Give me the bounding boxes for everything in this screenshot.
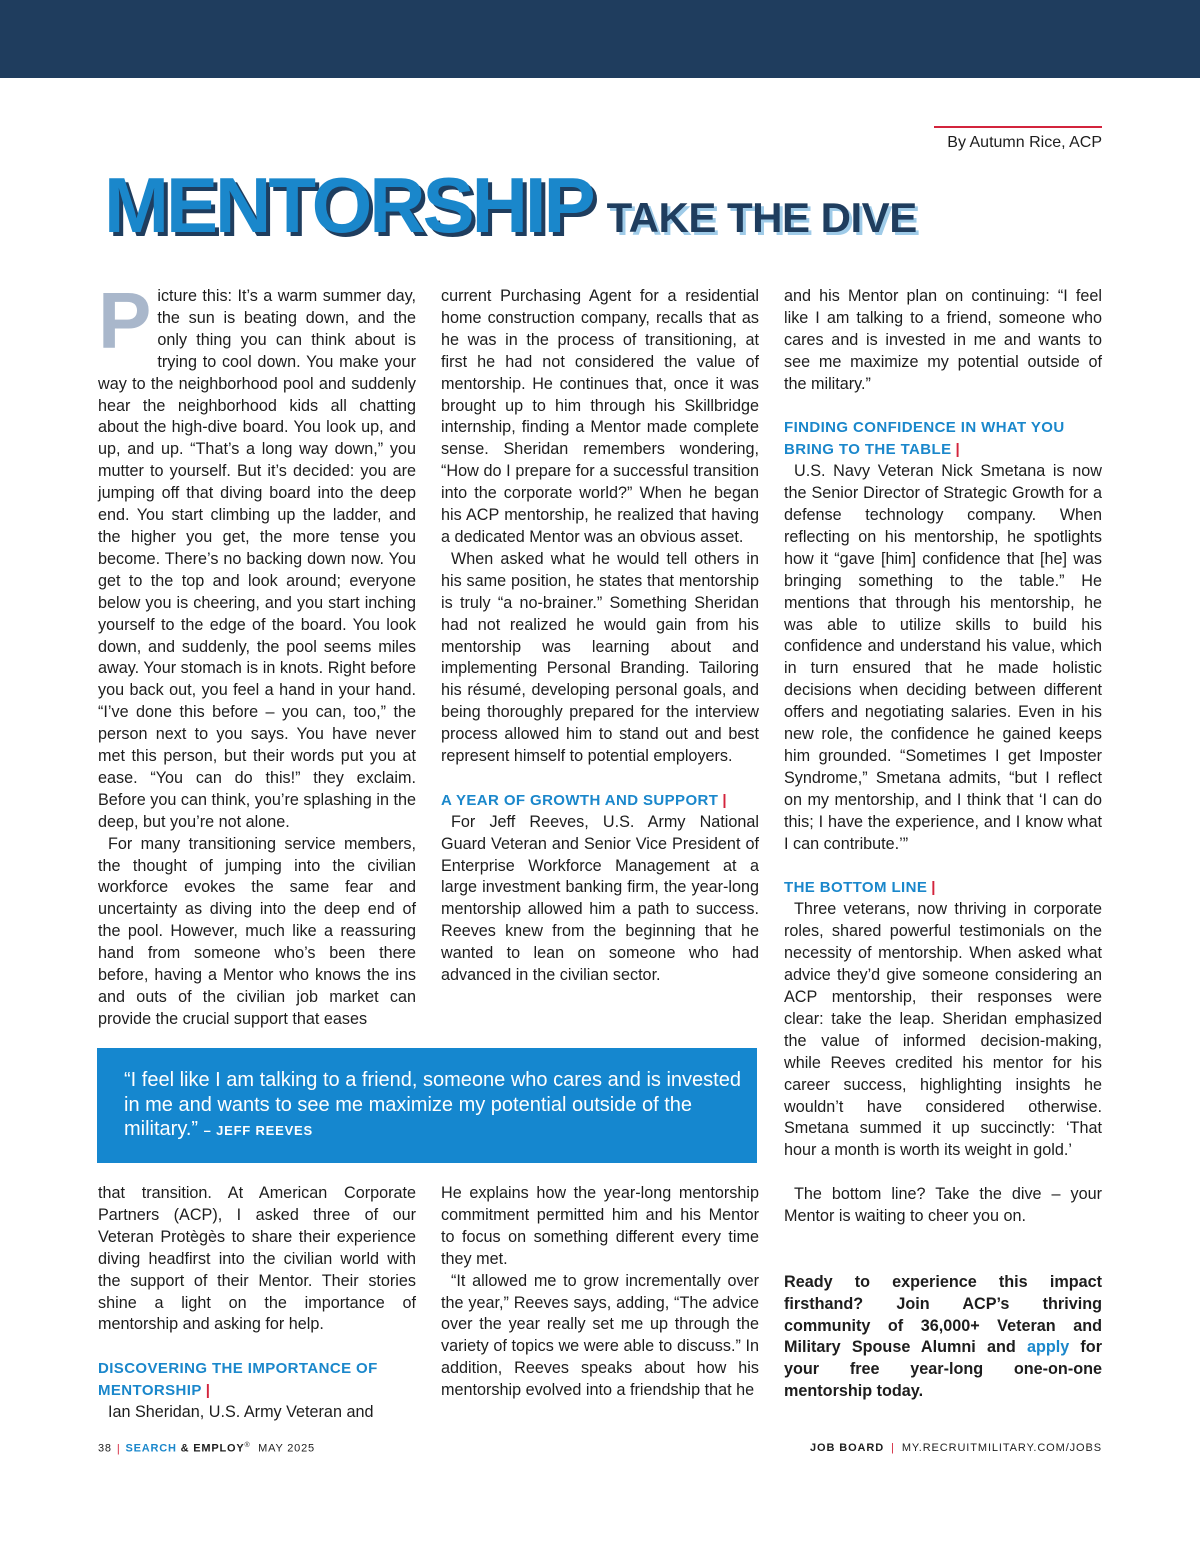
- paragraph: “It allowed me to grow incrementally over the year,” Reeves says, adding, “The advice over the year really set me up through the variety of topics we were able to discuss.” In addition, Reeves speaks about how his mentorship evolved into a friendship that he: [441, 1271, 759, 1400]
- paragraph: U.S. Navy Veteran Nick Smetana is now the Senior Director of Strategic Growth for a defense technology company. When reflecting on his mentorship, he spotlights how it “gave [him] confidence that [he] was bringing something to the table.” He mentions that through his mentorship, he was able to utilize skills to build his confidence and understand his value, which in turn ensured that he made holistic decisions when deciding between different offers and negotiating salaries. Even in his new role, the confidence he gained keeps him grounded. “Sometimes I get Imposter Syndrome,” Smetana admits, “but I reflect on my mentorship, and I think that ‘I can do this; I have the experience, and I know what I can contribute.’”: [784, 462, 1102, 853]
- headline-main: MENTORSHIP: [104, 161, 593, 249]
- job-board-url[interactable]: MY.RECRUITMILITARY.COM/JOBS: [901, 1442, 1102, 1454]
- cta-text-end: for your free year-long one-on-one mentorship today.: [784, 1338, 1102, 1401]
- pull-quote-text: “I feel like I am talking to a friend, someone who cares and is invested in me and wants to see me maximize my potential outside of the military.”: [124, 1069, 741, 1140]
- paragraph: that transition. At American Corporate Partners (ACP), I asked three of our Veteran Protègès to share their experience diving headfirst into the civilian world with the support of their Mentor. Their stories shine a light on the importance of mentorship and asking for help.: [98, 1184, 416, 1334]
- magazine-name: SEARCH: [125, 1442, 177, 1455]
- column-2-top: [441, 286, 759, 987]
- paragraph: Three veterans, now thriving in corporate roles, shared powerful testimonials on the necessity of mentorship. When asked what advice they’d give someone considering an ACP mentorship, their responses were clear: take the leap. Sheridan emphasized the value of informed decision-making, while Reeves credited his mentor for his career success, highlighting insights he wouldn’t have considered otherwise. Smetana summed it up succinctly: ‘That hour a month is worth its weight in gold.’: [784, 900, 1102, 1160]
- section-heading-text: THE BOTTOM LINE: [784, 879, 928, 897]
- cta-text: Ready to experience this impact firsthand? Join ACP’s thriving community of 36,000+ Veteran and Military Spouse Alumni and: [784, 1272, 1102, 1357]
- heading-accent-bar: |: [955, 441, 961, 459]
- paragraph: When asked what he would tell others in his same position, he states that mentorship is truly “a no-brainer.” Something Sheridan had not realized he would gain from his mentorship was learning about and implementing Personal Branding. Tailoring his résumé, developing personal goals, and being thoroughly prepared for the interview process allowed him to stand out and best represent himself to potential employers.: [441, 549, 759, 766]
- heading-accent-bar: |: [205, 1382, 211, 1400]
- pull-quote-attribution: – JEFF REEVES: [203, 1123, 314, 1138]
- footer-divider: |: [891, 1442, 895, 1454]
- section-heading-text: DISCOVERING THE IMPORTANCE OF MENTORSHIP: [98, 1360, 378, 1400]
- section-heading-text: FINDING CONFIDENCE IN WHAT YOU BRING TO THE TABLE: [784, 419, 1065, 459]
- paragraph: For many transitioning service members, the thought of jumping into the civilian workforce evokes the same fear and uncertainty as diving into the deep end of the pool. However, much like a reassuring hand from someone who’s been there before, having a Mentor who knows the ins and outs of the civilian job market can provide the crucial support that eases: [98, 834, 416, 1028]
- job-board-label: JOB BOARD: [809, 1442, 885, 1454]
- heading-accent-bar: |: [722, 791, 727, 809]
- headline: [104, 161, 917, 249]
- magazine-name-rest: & EMPLOY: [176, 1442, 245, 1455]
- section-heading: [784, 417, 1102, 461]
- pull-quote: [124, 1068, 744, 1144]
- heading-accent-bar: |: [931, 879, 936, 897]
- intro-text: icture this: It’s a warm summer day, the sun is beating down, and the only thing you can think about is trying to cool down. You make your way to the neighborhood pool and suddenly hear the neighborhood kids all chatting about the high-dive board. You look up, and up, and up. “That’s a long way down,” you mutter to yourself. But it’s decided: you are jumping off that diving board into the deep end. You start climbing up the ladder, and the higher you get, the more tense you become. There’s no backing down now. You get to the top and look around; everyone below you is cheering, and you start inching yourself to the edge of the board. You look down, and suddenly, the pool seems miles away. Your stomach is in knots. Right before you back out, you feel a hand in your hand. “I’ve done this before – you can, too,” the person next to you says. You have never met this person, but their words put you at ease. “You can do this!” they exclaim. Before you can think, you’re splashing in the deep, but you’re not alone.: [98, 287, 416, 831]
- footer-left: [98, 1442, 315, 1455]
- paragraph: and his Mentor plan on continuing: “I feel like I am talking to a friend, someone who cares and is invested in me and wants to see me maximize my potential outside of the military.”: [784, 287, 1102, 393]
- paragraph: For Jeff Reeves, U.S. Army National Guard Veteran and Senior Vice President of Enterprise Workforce Management at a large investment banking firm, the year-long mentorship allowed him a path to success. Reeves knew from the beginning that he wanted to lean on someone who had advanced in the civilian sector.: [441, 812, 759, 985]
- page-number: 38: [98, 1442, 112, 1455]
- section-heading-text: A YEAR OF GROWTH AND SUPPORT: [441, 791, 719, 809]
- intro-paragraph: [98, 276, 416, 834]
- drop-cap: P: [98, 276, 152, 365]
- apply-link[interactable]: apply: [1026, 1338, 1070, 1357]
- paragraph: current Purchasing Agent for a residential home construction company, recalls that as he was in the process of transitioning, at first he had not considered the value of mentorship. He continues that, once it was brought up to him through his Skillbridge internship, finding a Mentor made complete sense. Sheridan remembers wondering, “How do I prepare for a successful transition into the corporate world?” When he began his ACP mentorship, he realized that having a dedicated Mentor was an obvious asset.: [441, 287, 759, 546]
- footer-divider: |: [116, 1442, 121, 1455]
- section-heading: [441, 790, 759, 812]
- headline-sub: TAKE THE DIVE: [606, 194, 917, 241]
- section-heading: [98, 1358, 416, 1402]
- paragraph: Ian Sheridan, U.S. Army Veteran and: [108, 1403, 374, 1422]
- byline: By Autumn Rice, ACP: [947, 134, 1102, 151]
- column-3: [784, 286, 1102, 1403]
- paragraph: The bottom line? Take the dive – your Mentor is waiting to cheer you on.: [784, 1185, 1102, 1226]
- top-banner: [0, 0, 1200, 78]
- column-1-bottom: [98, 1183, 416, 1424]
- call-to-action: [784, 1272, 1102, 1403]
- column-2-bottom: [441, 1183, 759, 1402]
- column-1-top: [98, 276, 416, 1031]
- registered-mark: ®: [244, 1442, 251, 1449]
- footer-right: [810, 1442, 1102, 1454]
- byline-rule: [934, 126, 1102, 128]
- section-heading: [784, 877, 1102, 899]
- issue-date: MAY 2025: [258, 1442, 315, 1455]
- paragraph: He explains how the year-long mentorship commitment permitted him and his Mentor to focus on something different every time they met.: [441, 1184, 759, 1268]
